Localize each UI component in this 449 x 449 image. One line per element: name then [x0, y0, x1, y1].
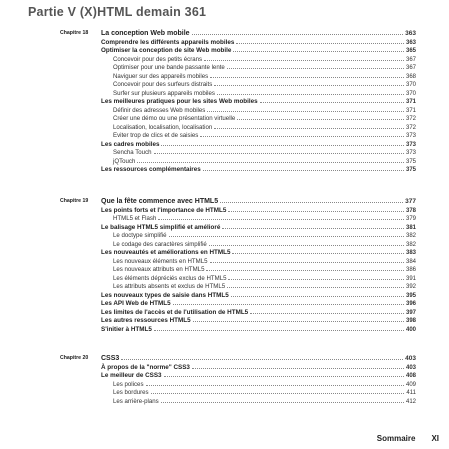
dot-leader [154, 325, 404, 331]
section-row [101, 291, 416, 300]
toc-page-number: 378 [405, 207, 416, 214]
dot-leader [232, 248, 404, 254]
toc-page-number: 363 [405, 39, 416, 46]
toc-entry-title: Les ressources complémentaires [101, 166, 201, 173]
dot-leader [173, 299, 404, 305]
toc-entry-title: Les nouveaux éléments en HTML5 [113, 257, 208, 265]
toc-page-number: 397 [405, 309, 416, 316]
toc-entry-title: Le balisage HTML5 simplifié et amélioré [101, 223, 221, 231]
toc-entry-title: À propos de la "norme" CSS3 [101, 363, 190, 371]
toc-page-number: 372 [405, 124, 416, 131]
toc-page-number: 381 [405, 224, 416, 231]
dot-leader [154, 148, 404, 154]
section-row [101, 325, 416, 334]
toc-entry-title: Optimiser pour une bande passante lente [113, 64, 225, 71]
subsection-row [101, 55, 416, 64]
dot-leader [146, 380, 404, 386]
chapter-label: Chapitre 20 [60, 355, 89, 361]
toc-page-number: 367 [405, 65, 416, 71]
subsection-row [101, 131, 416, 140]
toc-entry-title: Eviter trop de clics et de saisies [113, 132, 199, 139]
subsection-row [101, 240, 416, 249]
toc-entry-title: Concevoir pour des petits écrans [113, 55, 203, 63]
section-row [101, 248, 416, 257]
subsection-row [101, 72, 416, 81]
dot-leader [217, 89, 404, 95]
toc-entry-title: Les polices [113, 380, 144, 388]
dot-leader [214, 80, 404, 86]
section-row [101, 308, 416, 317]
toc-entry-title: Les nouveaux types de saisie dans HTML5 [101, 291, 229, 299]
subsection-row [101, 257, 416, 266]
toc-page-number: 411 [406, 390, 416, 396]
toc-page-number: 363 [405, 30, 416, 37]
dot-leader [210, 72, 404, 78]
toc-entry-title: Les meilleures pratiques pour les sites Web mobiles [101, 98, 258, 105]
toc-entry-title: Les attributs absents et exclus de HTML5 [113, 283, 226, 290]
toc-entry-title: Les API Web de HTML5 [101, 300, 171, 307]
toc-entry-title: S'initier à HTML5 [101, 325, 152, 333]
toc-entry-title: La conception Web mobile [101, 30, 190, 37]
dot-leader [192, 29, 404, 35]
section-row [101, 371, 416, 380]
dot-leader [231, 291, 404, 297]
toc-entry-title: Les points forts et l'importance de HTML5 [101, 206, 227, 214]
subsection-row [101, 123, 416, 132]
dot-leader [200, 131, 404, 137]
toc-entry-title: Les nouveaux attributs en HTML5 [113, 266, 205, 273]
toc-entry-title: Les cadres mobiles [101, 140, 160, 148]
dot-leader [137, 157, 404, 163]
section-row [101, 206, 416, 215]
dot-leader [164, 371, 404, 377]
dot-leader [209, 240, 404, 246]
toc-entry-title: Définir des adresses Web mobiles [113, 106, 206, 114]
toc-page-number: 375 [405, 167, 416, 173]
dot-leader [161, 140, 404, 146]
dot-leader [204, 55, 404, 61]
dot-leader [121, 354, 403, 360]
subsection-row [101, 89, 416, 98]
chapter-title-row [101, 197, 416, 206]
dot-leader [192, 363, 404, 369]
dot-leader [214, 123, 404, 129]
toc-entry-title: jQTouch [113, 157, 136, 165]
section-row [101, 97, 416, 106]
toc-page-number: 373 [405, 141, 416, 148]
dot-leader [250, 308, 404, 314]
toc-entry-title: HTML5 et Flash [113, 215, 157, 222]
chapter-entries [101, 29, 416, 174]
toc-entry-title: Surfer sur plusieurs appareils mobiles [113, 89, 215, 97]
toc-entry-title: Les bordures [113, 389, 149, 396]
toc-page-number: 412 [405, 398, 416, 405]
dot-leader [233, 46, 404, 52]
toc-page-number: 403 [405, 355, 416, 362]
toc-page-number: 382 [405, 241, 416, 248]
subsection-row [101, 231, 416, 240]
toc-entry-title: Le codage des caractères simplifié [113, 240, 207, 248]
toc-page-number: 398 [405, 318, 416, 324]
toc-entry-title: Localisation, localisation, localisation [113, 123, 213, 131]
dot-leader [227, 282, 404, 288]
toc-entry-title: Sencha Touch [113, 149, 152, 156]
dot-leader [158, 214, 404, 220]
chapter-title-row [101, 354, 416, 363]
toc-entry-title: Concevoir pour des surfeurs distraits [113, 81, 213, 88]
toc-page-number: 408 [405, 373, 416, 379]
toc-entry-title: Les éléments dépréciés exclus de HTML5 [113, 274, 227, 282]
subsection-row [101, 397, 416, 406]
dot-leader [161, 397, 404, 403]
subsection-row [101, 114, 416, 123]
page-footer [377, 434, 439, 443]
toc-page-number: 365 [405, 48, 416, 54]
toc-page-number: 372 [405, 116, 416, 122]
subsection-row [101, 388, 416, 397]
toc-page-number: 396 [405, 301, 416, 307]
subsection-row [101, 214, 416, 223]
subsection-row [101, 63, 416, 72]
toc-page-number: 382 [405, 233, 416, 239]
section-row [101, 165, 416, 174]
dot-leader [210, 257, 404, 263]
toc-entry-title: Les autres ressources HTML5 [101, 317, 191, 324]
toc-entry-title: Créer une démo ou une présentation virtuelle [113, 115, 236, 122]
subsection-row [101, 157, 416, 166]
dot-leader [228, 206, 404, 212]
chapter-entries [101, 197, 416, 333]
toc-entry-title: Les nouveautés et améliorations en HTML5 [101, 249, 231, 256]
toc-page-number: 384 [405, 258, 416, 265]
dot-leader [228, 274, 404, 280]
dot-leader [236, 38, 404, 44]
subsection-row [101, 106, 416, 115]
section-row [101, 140, 416, 149]
section-row [101, 363, 416, 372]
toc-page-number: 371 [405, 99, 416, 105]
toc-entry-title: CSS3 [101, 355, 120, 362]
subsection-row [101, 282, 416, 291]
subsection-row [101, 148, 416, 157]
toc-entry-title: Comprendre les différents appareils mobiles [101, 38, 235, 46]
toc-entry-title: Optimiser la conception de site Web mobile [101, 47, 232, 54]
dot-leader [193, 316, 404, 322]
footer-section-name: Sommaire [376, 434, 416, 443]
toc-page-number: 400 [405, 326, 416, 333]
subsection-row [101, 80, 416, 89]
toc-page-number: 395 [405, 292, 416, 299]
dot-leader [220, 197, 403, 203]
toc-page-number: 392 [405, 284, 416, 290]
dot-leader [203, 165, 404, 171]
dot-leader [207, 106, 404, 112]
toc-entry-title: Les limites de l'accès et de l'utilisation de HTML5 [101, 308, 249, 316]
footer-page-number: XI [431, 434, 439, 443]
dot-leader [222, 223, 404, 229]
subsection-row [101, 265, 416, 274]
section-row [101, 299, 416, 308]
toc-page-number: 391 [405, 275, 416, 282]
section-row [101, 38, 416, 47]
dot-leader [260, 97, 404, 103]
dot-leader [237, 114, 404, 120]
toc-page-number: 403 [405, 364, 416, 371]
toc-page-number: 383 [405, 250, 416, 256]
toc-page-number: 371 [405, 107, 416, 114]
chapter-label: Chapitre 19 [60, 198, 89, 204]
toc-page-number: 373 [405, 133, 416, 139]
toc-page-number: 370 [405, 90, 416, 97]
section-row [101, 316, 416, 325]
subsection-row [101, 274, 416, 283]
toc-entry-title: Les arrière-plans [113, 397, 159, 405]
toc-entry-title: Le meilleur de CSS3 [101, 372, 162, 379]
toc-page-number: 379 [405, 216, 416, 222]
section-row [101, 46, 416, 55]
toc-entry-title: Naviguer sur des appareils mobiles [113, 72, 209, 80]
toc-page-number: 377 [405, 198, 416, 205]
subsection-row [101, 380, 416, 389]
chapter-entries [101, 354, 416, 405]
toc-entry-title: Le doctype simplifié [113, 232, 167, 239]
part-title: Partie V (X)HTML demain 361 [28, 5, 207, 19]
chapter-title-row [101, 29, 416, 38]
dot-leader [227, 63, 404, 69]
dot-leader [169, 231, 404, 237]
section-row [101, 223, 416, 232]
toc-page-number: 375 [405, 158, 416, 165]
chapter-label: Chapitre 18 [60, 30, 89, 36]
toc-page-number: 386 [405, 267, 416, 273]
dot-leader [151, 388, 405, 394]
toc-page-number: 368 [405, 73, 416, 80]
dot-leader [206, 265, 404, 271]
toc-page-number: 367 [405, 56, 416, 63]
toc-page-number: 373 [405, 150, 416, 156]
toc-page-number: 370 [405, 82, 416, 88]
toc-page-number: 409 [405, 381, 416, 388]
toc-entry-title: Que la fête commence avec HTML5 [101, 198, 219, 205]
